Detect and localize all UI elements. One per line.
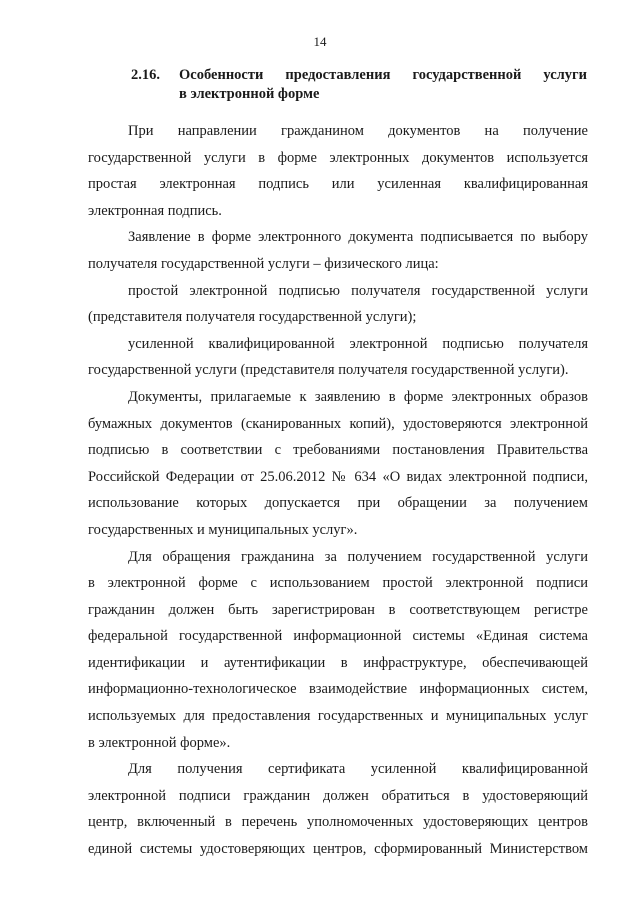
paragraph <box>88 278 588 331</box>
paragraph-line: государственной услуги в форме электронных документов используется <box>88 149 588 166</box>
paragraph-line: в электронной форме». <box>88 734 231 751</box>
paragraph-line: информационно-технологическое взаимодействие информационных систем, <box>88 681 588 698</box>
paragraph <box>88 544 588 757</box>
paragraph-line: единой системы удостоверяющих центров, сформированный Министерством <box>88 841 588 858</box>
paragraph-line: идентификации и аутентификации в инфраструктуре, обеспечивающей <box>88 654 588 671</box>
paragraph-line: простой электронной подписью получателя государственной услуги <box>128 282 588 299</box>
paragraph-line: центр, включенный в перечень уполномоченных удостоверяющих центров <box>88 814 588 831</box>
paragraph <box>88 331 588 384</box>
body-text <box>88 118 588 863</box>
paragraph <box>88 118 588 224</box>
paragraph-line: Для получения сертификата усиленной квалифицированной <box>128 761 588 778</box>
section-number: 2.16. <box>131 67 160 83</box>
section-title <box>179 66 587 104</box>
paragraph-line: используемых для предоставления государственных и муниципальных услуг <box>88 708 588 725</box>
paragraph <box>88 384 588 544</box>
paragraph-line: гражданин должен быть зарегистрирован в соответствующем регистре <box>88 601 588 618</box>
section-title-line: Особенности предоставления государственной услуги <box>179 67 587 83</box>
paragraph <box>88 756 588 862</box>
paragraph-line: При направлении гражданином документов на получение <box>128 123 588 139</box>
paragraph-line: получателя государственной услуги – физического лица: <box>88 255 439 272</box>
paragraph-line: подписью в соответствии с требованиями постановления Правительства <box>88 442 588 459</box>
paragraph-line: в электронной форме с использованием простой электронной подписи <box>88 575 588 592</box>
paragraph-line: государственных и муниципальных услуг». <box>88 521 358 538</box>
paragraph-line: (представителя получателя государственной услуги); <box>88 309 417 326</box>
paragraph-line: Документы, прилагаемые к заявлению в форме электронных образов <box>128 388 588 405</box>
paragraph-line: Для обращения гражданина за получением государственной услуги <box>128 548 588 565</box>
paragraph-line: усиленной квалифицированной электронной подписью получателя <box>128 335 588 352</box>
section-title-line: в электронной форме <box>179 86 320 102</box>
paragraph-line: использование которых допускается при обращении за получением <box>88 495 588 512</box>
paragraph-line: Российской Федерации от 25.06.2012 № 634 «О видах электронной подписи, <box>88 468 588 485</box>
paragraph-line: электронная подпись. <box>88 202 222 219</box>
page-number: 14 <box>313 34 327 49</box>
paragraph <box>88 224 588 277</box>
paragraph-line: Заявление в форме электронного документа подписывается по выбору <box>128 229 588 246</box>
paragraph-line: бумажных документов (сканированных копий), удостоверяются электронной <box>88 415 588 432</box>
paragraph-line: простая электронная подпись или усиленная квалифицированная <box>88 176 588 193</box>
paragraph-line: федеральной государственной информационной системы «Единая система <box>88 628 588 645</box>
paragraph-line: электронной подписи гражданин должен обратиться в удостоверяющий <box>88 787 588 804</box>
paragraph-line: государственной услуги (представителя получателя государственной услуги). <box>88 362 569 379</box>
